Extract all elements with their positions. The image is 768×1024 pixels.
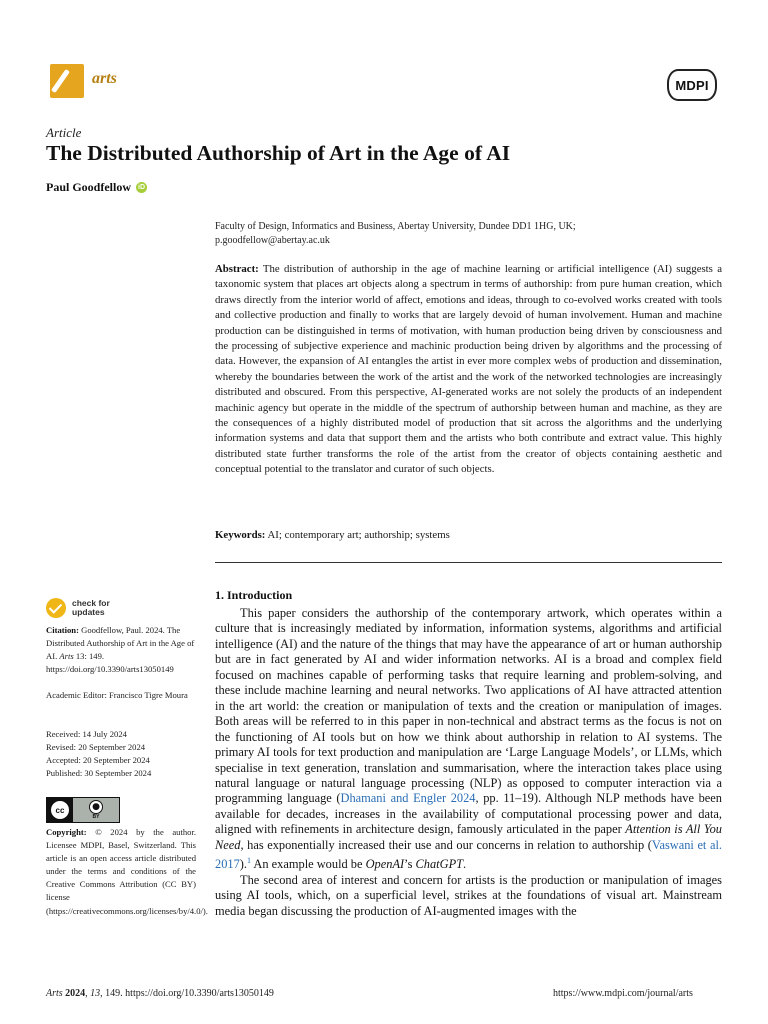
author-name[interactable]: Paul Goodfellow [46,180,132,194]
affiliation [215,220,723,247]
citation-text: Goodfellow, Paul. 2024. The Distributed Authorship of Art in the Age of AI. [46,625,195,662]
copyright-text: © 2024 by the author. Licensee MDPI, Basel, Switzerland. This article is an open access article distributed under the terms and conditions of the Creative Commons Attribution (CC BY) license (https://creativecommons.org/licenses/by/4.0/). [46,827,208,916]
copyright-label: Copyright: [46,827,87,837]
by-label: BY [92,814,100,820]
footnote-link[interactable]: 1 [247,856,252,866]
date-revised: Revised: 20 September 2024 [46,742,146,753]
check-updates-line2: updates [72,607,105,617]
orcid-icon[interactable]: iD [138,184,146,191]
attribution-person-icon: ● [89,800,103,814]
footer-volume: 13 [90,988,101,999]
citation-link[interactable]: Dhamani and Engler 2024 [340,791,476,806]
abstract [215,262,722,478]
body-text: ). [239,857,248,872]
section-heading: 1. Introduction [215,588,293,602]
footer-doi[interactable]: , 149. https://doi.org/10.3390/arts13050149 [100,988,274,999]
citation-link[interactable]: Vaswani et al. 2017 [215,837,722,872]
keywords-label: Keywords: [215,529,266,541]
journal-logo-icon [50,64,84,98]
body-text: An example would be [251,857,366,872]
keywords-text: AI; contemporary art; authorship; systems [267,529,450,541]
citation-label: Citation: [46,625,79,635]
footer-journal-url[interactable]: https://www.mdpi.com/journal/arts [553,988,693,999]
section-divider [215,562,722,563]
date-accepted: Accepted: 20 September 2024 [46,755,150,766]
citation-block [46,624,196,676]
footer-year: 2024 [65,988,86,999]
author-email[interactable]: p.goodfellow@abertay.ac.uk [215,234,330,246]
author-line [46,180,147,195]
copyright-block [46,826,208,918]
footer-citation: Arts 2024, 13, 149. https://doi.org/10.3390/arts13050149 [46,988,274,999]
abstract-label: Abstract: [215,263,259,275]
check-updates-line1: check for [72,598,110,608]
cc-license-badge[interactable] [46,797,120,823]
dates-block [46,728,196,780]
keywords [215,528,722,543]
citation-journal: Arts [59,651,74,662]
journal-name: arts [92,70,117,87]
publisher-logo[interactable]: MDPI [667,69,717,101]
body-text: . [463,857,467,872]
body-text: This paper considers the authorship of the contemporary artwork, which operates within a culture that is increasingly mediated by information, information systems, algorithms and artificial intelligence (AI) and the nature of the things that may have the appearance of art or human authorship but are in fact generated by AI and wider information networks. AI is a broad and complex field focused on machines capable of performing tasks that require learning and problem-solving, and these include machine learning and neural networks. Two applications of AI have attracted attention in the art world: the creation or manipulation of texts and the creation or manipulation of images. Both areas will be referred to in this paper in non-technical and abstract terms as the focus is not on the functioning of AI tools but on how we think about authorship in relation to AI systems. The primary AI tools for text production and manipulation are ‘Large Language Models’, or LLMs, which specialise in text generation, translation and summarisation, where the interaction takes place using natural language or natural language processing (NLP) as opposed to computer interaction via a programming language ( [215,606,722,806]
article-type: Article [46,125,82,140]
cc-icon: cc [51,801,69,819]
date-received: Received: 14 July 2024 [46,729,127,739]
affiliation-text: Faculty of Design, Informatics and Business, Abertay University, Dundee DD1 1HG, UK; [215,221,576,232]
product-name: ChatGPT [415,857,464,872]
body-text: , has exponentially increased their use and our concerns in relation to authorship ( [240,837,652,852]
check-for-updates-button[interactable] [46,598,110,618]
citation-doi[interactable]: 13: 149. https://doi.org/10.3390/arts13050149 [46,651,174,675]
paper-title: Attention is All You Need [215,822,722,852]
check-updates-icon [46,598,66,618]
page-title: The Distributed Authorship of Art in the Age of AI [46,141,511,165]
body-paragraph-1 [215,606,722,919]
body-text: ’s [404,857,416,872]
academic-editor: Academic Editor: Francisco Tigre Moura [46,690,188,700]
company-name: OpenAI [365,857,405,872]
check-updates-label [72,599,110,617]
body-text: , pp. 11–19). Although NLP methods have been available for decades, increases in the availability of computational processing power and data, aligned with refinements in architecture design, famously articulated in the paper [215,791,722,837]
footer-journal: Arts [46,988,63,999]
abstract-text: The distribution of authorship in the age of machine learning or artificial intelligence (AI) suggests a taxonomic system that places art objects along a spectrum in terms of authorship: from pure human creation, which draws directly from the interior world of affect, emotions and ideas, through to co-evolved works created with tools and collective production and finally to works that are largely devoid of human involvement. Human and machine production can be distinguished in terms of motivation, with human production being driven by consciousness and the processing of subjective experience and machinic production being driven by algorithms and the processing of data. However, the expansion of AI entangles the artist in ever more complex webs of production and dissemination, whereby the boundaries between the work of the artist and the work of the networked technologies are increasingly distributed and obscured. From this perspective, AI-generated works are not solely the products of an independent machinic agency but operate in the middle of the spectrum of authorship between human and machine, as they are the consequences of a highly distributed model of production that sit across the algorithms and the underlying information systems and data that support them and the artists who both contribute and extract value. This highly distributed state further transforms the role of the artist from the creator of objects containing aesthetic and conceptual potential to the translator and curator of such objects. [215,263,722,476]
body-paragraph-2: The second area of interest and concern for artists is the production or manipulation of images using AI tools, which, on a superficial level, strikes at the foundations of visual art. Mainstream media began discussing the production of AI-augmented images with the [215,872,722,918]
date-published: Published: 30 September 2024 [46,768,152,779]
